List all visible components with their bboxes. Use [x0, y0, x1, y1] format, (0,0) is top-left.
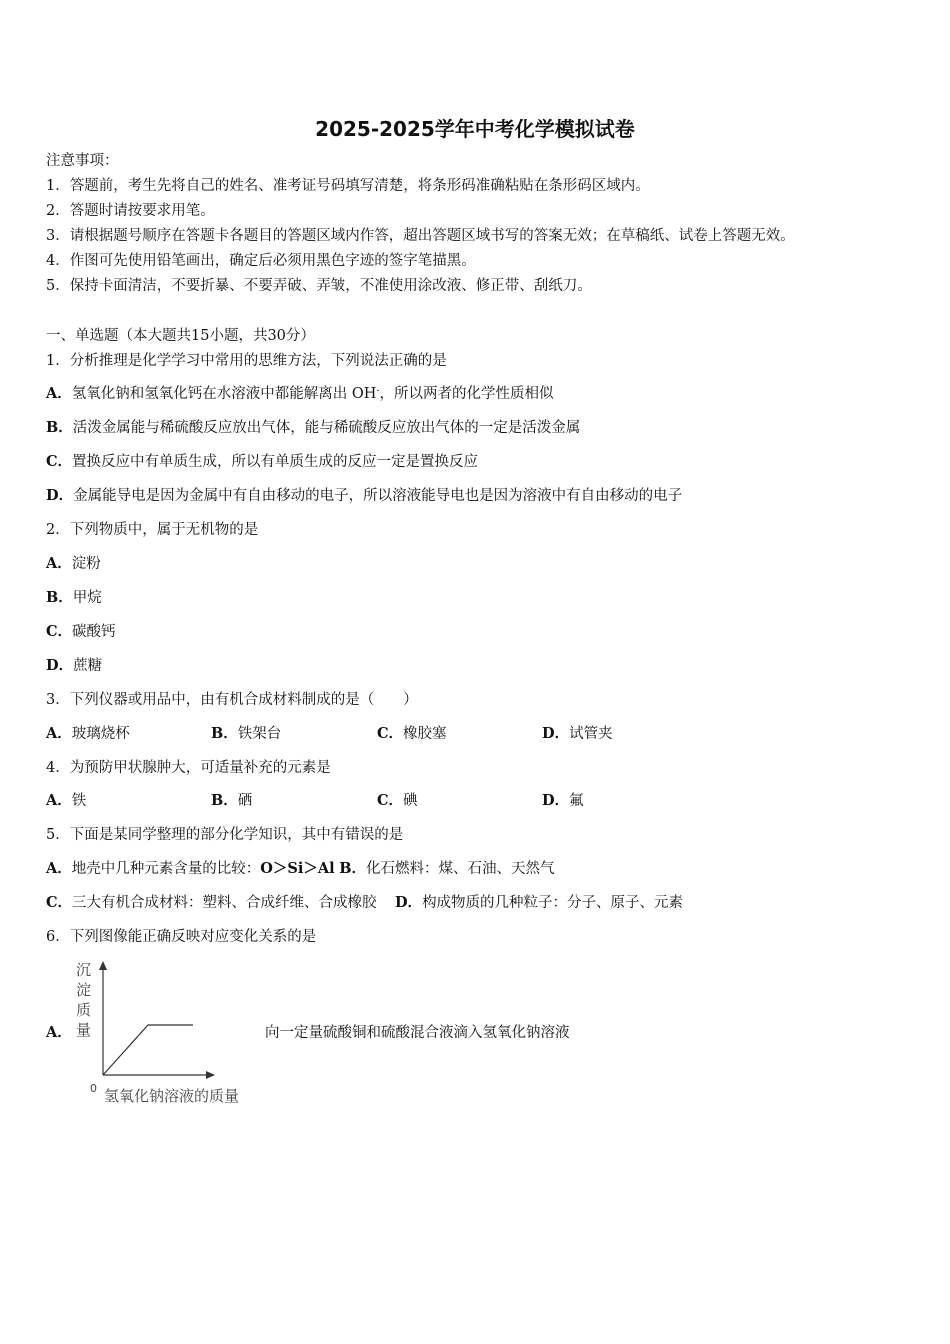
option-text: 氟: [569, 793, 584, 809]
option-text: 玻璃烧杯: [71, 726, 130, 742]
notice-item-5: 5．保持卡面清洁，不要折暴、不要弄破、弄皱，不准使用涂改液、修正带、刮纸刀。: [46, 278, 592, 294]
question-1-stem: 1．分析推理是化学学习中常用的思维方法，下列说法正确的是: [46, 353, 447, 369]
option-label: A．: [46, 385, 72, 402]
question-3-option-b: [211, 724, 281, 744]
question-6-option-a-label: A．: [46, 1024, 72, 1041]
question-5-stem: 5．下面是某同学整理的部分化学知识，其中有错误的是: [46, 827, 404, 843]
x-axis-label: 氢氧化钠溶液的质量: [104, 1087, 240, 1105]
question-4-option-c: [377, 791, 418, 811]
x-axis-arrow: [206, 1071, 215, 1079]
y-axis-arrow: [99, 961, 107, 970]
option-text: 碳酸钙: [72, 624, 116, 640]
option-label: B．: [211, 792, 238, 809]
question-3-option-a: [46, 724, 130, 744]
option-text: 构成物质的几种粒子：分子、原子、元素: [422, 895, 684, 911]
option-label: A．: [46, 555, 72, 572]
question-1-option-c: [46, 452, 478, 472]
option-label: D．: [394, 894, 423, 911]
question-3-option-c: [377, 724, 447, 744]
option-label: D．: [542, 792, 570, 809]
y-label-char: 沉: [76, 961, 92, 979]
question-3-option-d: [542, 724, 613, 744]
question-5-options-cd: [46, 893, 683, 913]
origin-label: 0: [90, 1082, 97, 1095]
option-label: D．: [46, 657, 74, 674]
question-3-stem: 3．下列仪器或用品中，由有机合成材料制成的是（ ）: [46, 692, 418, 708]
option-text: 蔗糖: [73, 658, 103, 674]
question-2-option-c: [46, 622, 116, 642]
question-4-option-d: [542, 791, 584, 811]
option-label: C．: [46, 623, 73, 640]
question-6-option-a-text: 向一定量硫酸铜和硫酸混合液滴入氢氧化钠溶液: [265, 1025, 570, 1041]
y-label-char: 量: [76, 1021, 92, 1039]
question-4-stem: 4．为预防甲状腺肿大，可适量补充的元素是: [46, 760, 331, 776]
option-text: 淀粉: [71, 556, 101, 572]
option-label: C．: [46, 894, 73, 911]
notice-item-4: 4．作图可先使用铅笔画出，确定后必须用黑色字迹的签字笔描黑。: [46, 253, 476, 269]
question-1-option-a: [46, 384, 553, 404]
option-text: 铁: [71, 793, 87, 809]
formula: O＞Si＞Al: [260, 860, 335, 877]
notice-item-2: 2．答题时请按要求用笔。: [46, 203, 215, 219]
option-label: A．: [46, 792, 72, 809]
question-2-option-d: [46, 656, 102, 676]
question-4-option-b: [211, 791, 252, 811]
option-label: A．: [46, 725, 72, 742]
question-4-option-a: [46, 791, 86, 811]
option-text-tail: ，所以两者的化学性质相似: [379, 386, 554, 402]
option-text: 活泼金属能与稀硫酸反应放出气体，能与稀硫酸反应放出气体的一定是活泼金属: [72, 420, 581, 436]
notice-item-3: 3．请根据题号顺序在答题卡各题目的答题区域内作答，超出答题区域书写的答案无效；在草稿纸、试卷上答题无效。: [46, 228, 795, 244]
superscript: -: [376, 386, 380, 396]
option-label: A．: [46, 860, 72, 877]
option-text: 氢氧化钠和氢氧化钙在水溶液中都能解离出 OH: [71, 386, 377, 402]
section-heading: 一、单选题（本大题共15小题，共30分）: [46, 328, 315, 344]
option-text: 试管夹: [569, 726, 613, 742]
question-2-option-b: [46, 588, 102, 608]
y-label-char: 质: [76, 1001, 92, 1019]
option-text: 地壳中几种元素含量的比较：: [71, 861, 261, 877]
option-label: D．: [46, 487, 74, 504]
option-label: B．: [339, 860, 367, 877]
question-6-stem: 6．下列图像能正确反映对应变化关系的是: [46, 929, 317, 945]
option-label: C．: [377, 792, 404, 809]
option-text: 化石燃料：煤、石油、天然气: [366, 861, 555, 877]
precipitate-chart: [70, 955, 290, 1115]
question-5-options-ab: [46, 859, 555, 879]
option-label: B．: [211, 725, 238, 742]
option-text: 碘: [403, 793, 418, 809]
option-text: 金属能导电是因为金属中有自由移动的电子，所以溶液能导电也是因为溶液中有自由移动的电子: [73, 488, 683, 504]
option-text: 铁架台: [237, 726, 282, 742]
notice-item-1: 1．答题前，考生先将自己的姓名、准考证号码填写清楚，将条形码准确粘贴在条形码区域内。: [46, 178, 650, 194]
option-text: 三大有机合成材料：塑料、合成纤维、合成橡胶: [72, 895, 377, 911]
option-text: 置换反应中有单质生成，所以有单质生成的反应一定是置换反应: [72, 454, 479, 470]
notice-heading: 注意事项：: [46, 153, 119, 169]
series-line: [103, 1025, 193, 1075]
question-1-option-b: [46, 418, 580, 438]
option-label: C．: [46, 453, 73, 470]
option-text: 橡胶塞: [403, 726, 447, 742]
option-label: B．: [46, 589, 73, 606]
question-2-option-a: [46, 554, 101, 574]
question-2-stem: 2．下列物质中，属于无机物的是: [46, 522, 259, 538]
option-text: 硒: [237, 793, 253, 809]
option-label: D．: [542, 725, 570, 742]
question-1-option-d: [46, 486, 682, 506]
page-title: 2025-2025学年中考化学模拟试卷: [315, 117, 635, 141]
option-label: C．: [377, 725, 404, 742]
y-label-char: 淀: [76, 981, 92, 999]
option-text: 甲烷: [72, 590, 102, 606]
option-label: B．: [46, 419, 73, 436]
